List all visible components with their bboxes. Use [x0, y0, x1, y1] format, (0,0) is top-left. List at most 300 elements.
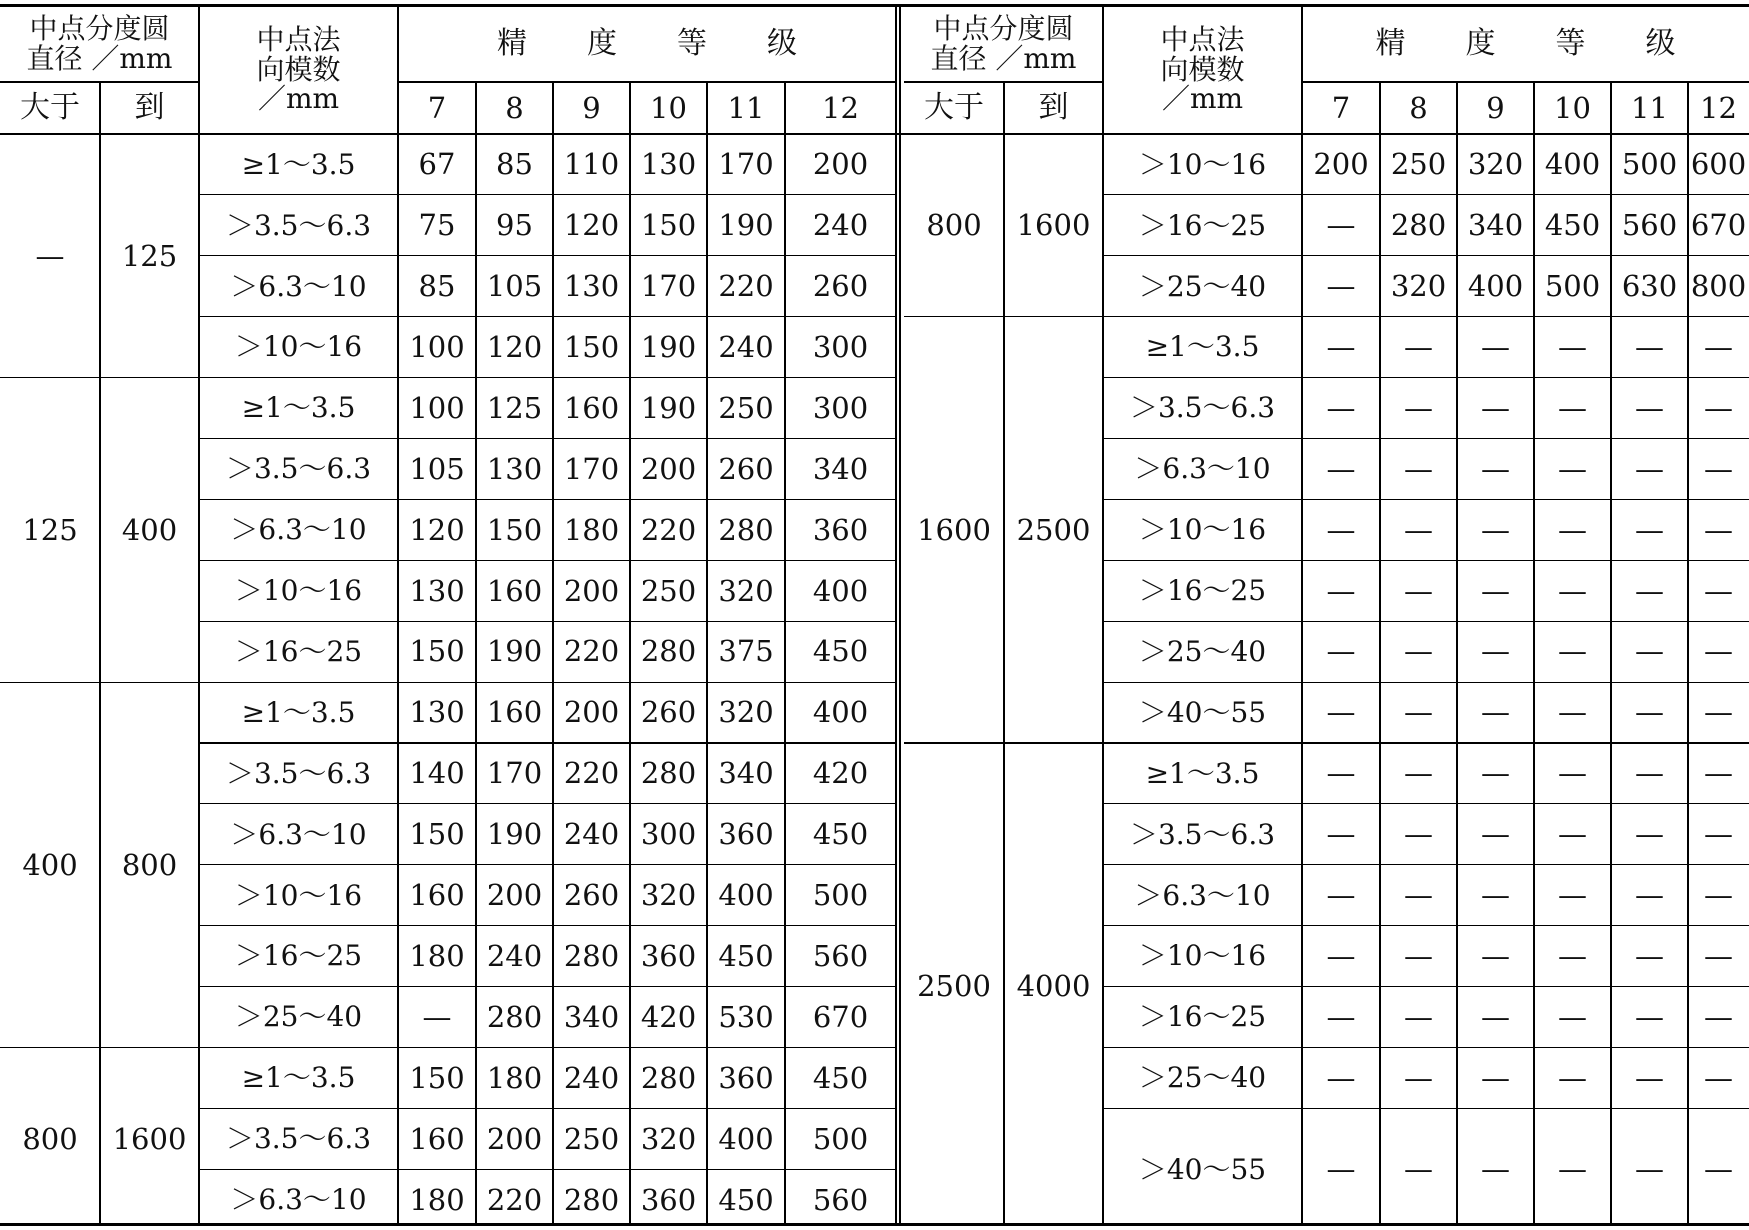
- tolerance-value: 360: [718, 817, 774, 852]
- tolerance-value: 130: [563, 269, 620, 304]
- left-modulus-header: [199, 5, 398, 134]
- tolerance-value: 130: [409, 573, 465, 608]
- tolerance-value: 450: [1544, 208, 1601, 243]
- tolerance-value: —: [1326, 756, 1356, 791]
- tolerance-value: 560: [812, 938, 869, 973]
- tolerance-value: 450: [718, 1182, 774, 1217]
- tolerance-value: —: [1404, 999, 1433, 1034]
- tolerance-value: 190: [718, 208, 774, 243]
- tolerance-value: —: [1326, 878, 1356, 913]
- modulus-range: ＞3.5～6.3: [1129, 391, 1276, 425]
- tolerance-value: 240: [486, 938, 543, 973]
- tolerance-value: —: [1704, 1152, 1733, 1187]
- tolerance-value: 260: [640, 695, 697, 730]
- left-grade-10: 10: [650, 90, 687, 125]
- tolerance-value: —: [1481, 695, 1510, 730]
- tolerance-value: 200: [563, 573, 620, 608]
- tolerance-value: —: [1635, 573, 1664, 608]
- diameter-over: 1600: [917, 512, 991, 547]
- tolerance-value: —: [1635, 938, 1664, 973]
- column-rule: [1301, 5, 1302, 1226]
- tolerance-value: 160: [486, 573, 543, 608]
- modulus-range: ＞40～55: [1138, 1152, 1267, 1186]
- tolerance-value: 150: [409, 634, 465, 669]
- tolerance-value: 280: [486, 999, 543, 1034]
- tolerance-value: 300: [812, 390, 869, 425]
- tolerance-value: 280: [1390, 208, 1447, 243]
- tolerance-value: —: [1481, 1060, 1510, 1095]
- modulus-range: ＞6.3～10: [1134, 452, 1271, 486]
- column-rule: [1456, 82, 1457, 1226]
- tolerance-value: —: [1326, 634, 1356, 669]
- tolerance-value: —: [1326, 269, 1356, 304]
- tolerance-value: 530: [718, 999, 774, 1034]
- tolerance-value: —: [1404, 1060, 1433, 1095]
- tolerance-value: —: [1481, 451, 1510, 486]
- tolerance-value: 220: [486, 1182, 543, 1217]
- tolerance-value: 67: [418, 147, 456, 182]
- tolerance-value: 340: [563, 999, 620, 1034]
- tolerance-value: 400: [1544, 147, 1601, 182]
- tolerance-value: 170: [486, 756, 543, 791]
- tolerance-value: 220: [563, 634, 620, 669]
- tolerance-value: —: [1326, 208, 1356, 243]
- tolerance-value: —: [1481, 999, 1510, 1034]
- modulus-range: ＞3.5～6.3: [225, 1122, 372, 1156]
- tolerance-value: 95: [496, 208, 533, 243]
- modulus-range: ＞10～16: [1138, 147, 1267, 181]
- right-grade-12: 12: [1700, 90, 1737, 125]
- tolerance-value: —: [1704, 1060, 1733, 1095]
- tolerance-value: 170: [718, 147, 774, 182]
- tolerance-value: 200: [812, 147, 869, 182]
- right-modulus-header-line: 中点法: [1160, 23, 1245, 57]
- tolerance-value: —: [1704, 329, 1733, 364]
- tolerance-value: —: [1326, 512, 1356, 547]
- tolerance-value: —: [1704, 512, 1733, 547]
- tolerance-value: 140: [409, 756, 465, 791]
- tolerance-value: 100: [409, 329, 465, 364]
- diameter-to: 1600: [1016, 208, 1091, 243]
- tolerance-value: —: [1704, 695, 1733, 730]
- diameter-over: —: [35, 238, 65, 273]
- tolerance-value: —: [1635, 695, 1664, 730]
- tolerance-value: 105: [486, 269, 543, 304]
- modulus-range: ≥1～3.5: [241, 1061, 356, 1095]
- tolerance-value: 280: [640, 1060, 697, 1095]
- tolerance-value: 320: [640, 878, 697, 913]
- tolerance-value: 500: [1621, 147, 1678, 182]
- tolerance-value: 150: [409, 817, 465, 852]
- right-grade-8: 8: [1409, 90, 1428, 125]
- diameter-over: 800: [22, 1121, 78, 1156]
- right-grade-9: 9: [1486, 90, 1505, 125]
- tolerance-value: —: [1635, 390, 1664, 425]
- tolerance-value: 190: [486, 634, 543, 669]
- column-rule: [1687, 82, 1688, 1226]
- tolerance-value: 150: [640, 208, 697, 243]
- tolerance-value: —: [1404, 573, 1433, 608]
- right-diameter-header-line: 中点分度圆: [933, 12, 1074, 46]
- modulus-range: ＞6.3～10: [1134, 878, 1271, 912]
- tolerance-value: 320: [718, 695, 774, 730]
- left-modulus-header-line: ／mm: [257, 82, 340, 116]
- tolerance-value: —: [1635, 878, 1664, 913]
- modulus-range: ＞6.3～10: [230, 269, 367, 303]
- tolerance-value: —: [1635, 817, 1664, 852]
- tolerance-value: 160: [486, 695, 543, 730]
- diameter-to: 125: [121, 238, 178, 273]
- tolerance-value: —: [1326, 999, 1356, 1034]
- tolerance-value: —: [1481, 390, 1510, 425]
- tolerance-value: —: [1558, 878, 1587, 913]
- modulus-range: ≥1～3.5: [241, 391, 356, 425]
- modulus-range: ＞10～16: [234, 330, 363, 364]
- tolerance-value: 180: [409, 1182, 465, 1217]
- tolerance-value: 400: [718, 1121, 774, 1156]
- tolerance-value: —: [1481, 878, 1510, 913]
- tolerance-value: —: [1481, 756, 1510, 791]
- column-rule: [198, 5, 199, 1226]
- tolerance-value: —: [1558, 938, 1587, 973]
- tolerance-value: —: [1635, 999, 1664, 1034]
- tolerance-value: —: [1704, 634, 1733, 669]
- tolerance-value: 160: [409, 878, 465, 913]
- tolerance-value: 800: [1690, 269, 1747, 304]
- tolerance-value: 200: [1313, 147, 1369, 182]
- modulus-range: ＞10～16: [1138, 939, 1267, 973]
- modulus-range: ＞16～25: [1138, 574, 1267, 608]
- modulus-range: ＞25～40: [1138, 1061, 1267, 1095]
- tolerance-value: 360: [812, 512, 869, 547]
- right-modulus-header-line: ／mm: [1161, 82, 1244, 116]
- tolerance-value: 670: [812, 999, 869, 1034]
- tolerance-value: —: [1704, 573, 1733, 608]
- tolerance-value: 105: [409, 451, 465, 486]
- tolerance-value: 260: [563, 878, 620, 913]
- tolerance-value: 150: [409, 1060, 465, 1095]
- tolerance-value: —: [1704, 938, 1733, 973]
- tolerance-value: 170: [640, 269, 697, 304]
- tolerance-value: 340: [718, 756, 774, 791]
- tolerance-value: 400: [812, 573, 869, 608]
- modulus-range: ＞6.3～10: [230, 1183, 367, 1217]
- modulus-range: ＞3.5～6.3: [225, 756, 372, 790]
- tolerance-value: 360: [640, 1182, 697, 1217]
- right-diameter-header-line: 直径 ／mm: [930, 41, 1077, 75]
- tolerance-value: 500: [1544, 269, 1601, 304]
- tolerance-value: 320: [1467, 147, 1524, 182]
- tolerance-value: 100: [409, 390, 465, 425]
- tolerance-value: 200: [563, 695, 620, 730]
- tolerance-value: —: [1481, 1152, 1510, 1187]
- right-grade-7: 7: [1331, 90, 1351, 125]
- diameter-to: 1600: [112, 1121, 187, 1156]
- column-rule: [1379, 82, 1380, 1226]
- tolerance-value: 220: [563, 756, 620, 791]
- tolerance-value: 250: [1390, 147, 1447, 182]
- tolerance-value: —: [1704, 999, 1733, 1034]
- tolerance-value: —: [1404, 817, 1433, 852]
- tolerance-value: 240: [718, 329, 774, 364]
- tolerance-value: 120: [486, 329, 543, 364]
- tolerance-value: 450: [812, 817, 869, 852]
- tolerance-value: 450: [812, 634, 869, 669]
- tolerance-value: 200: [486, 1121, 543, 1156]
- tolerance-value: 125: [486, 390, 543, 425]
- column-rule: [784, 82, 785, 1226]
- tolerance-value: 340: [812, 451, 869, 486]
- left-grade-header: 精度等级: [497, 25, 857, 61]
- tolerance-value: —: [1558, 634, 1587, 669]
- tolerance-value: 160: [563, 390, 620, 425]
- tolerance-value: 500: [812, 1121, 869, 1156]
- tolerance-value: —: [1635, 512, 1664, 547]
- right-modulus-header-line: 向模数: [1160, 52, 1245, 86]
- tolerance-value: —: [1481, 329, 1510, 364]
- modulus-range: ≥1～3.5: [241, 695, 356, 729]
- header-rule: [398, 81, 896, 82]
- left-grade-12: 12: [822, 90, 859, 125]
- tolerance-value: 360: [718, 1060, 774, 1095]
- tolerance-value: —: [1558, 999, 1587, 1034]
- tolerance-value: 320: [718, 573, 774, 608]
- column-rule: [99, 82, 100, 1226]
- diameter-to: 4000: [1016, 969, 1091, 1004]
- tolerance-value: —: [1404, 938, 1433, 973]
- tolerance-value: 110: [563, 147, 620, 182]
- tolerance-value: 160: [409, 1121, 465, 1156]
- tolerance-value: —: [1704, 451, 1733, 486]
- tolerance-value: 670: [1690, 208, 1747, 243]
- right-grade-header: 精度等级: [1375, 25, 1736, 61]
- top-rule: [0, 4, 1749, 7]
- tolerance-value: 240: [812, 208, 869, 243]
- tolerance-value: 400: [1467, 269, 1524, 304]
- bottom-rule: [0, 1223, 1749, 1226]
- left-modulus-header-line: 中点法: [256, 23, 341, 57]
- header-bottom-rule: [0, 133, 1749, 135]
- tolerance-value: 240: [563, 817, 620, 852]
- modulus-range: ＞25～40: [1138, 269, 1267, 303]
- tolerance-value: —: [1558, 817, 1587, 852]
- tolerance-value: 360: [640, 938, 697, 973]
- left-grade-8: 8: [505, 90, 524, 125]
- tolerance-value: —: [1481, 817, 1510, 852]
- tolerance-value: 300: [640, 817, 697, 852]
- left-grade-11: 11: [727, 90, 765, 125]
- tolerance-value: 75: [418, 208, 456, 243]
- tolerance-value: —: [1558, 1152, 1587, 1187]
- tolerance-value: —: [1404, 878, 1433, 913]
- modulus-range: ＞25～40: [234, 1000, 363, 1034]
- tolerance-value: 500: [812, 878, 869, 913]
- tolerance-value: 340: [1467, 208, 1524, 243]
- tolerance-value: 250: [640, 573, 697, 608]
- tolerance-value: 280: [563, 938, 620, 973]
- tolerance-value: —: [1404, 695, 1433, 730]
- modulus-range: ＞16～25: [234, 634, 363, 668]
- column-rule: [1533, 82, 1534, 1226]
- modulus-range: ＞6.3～10: [230, 817, 367, 851]
- tolerance-value: 130: [640, 147, 697, 182]
- right-grade-11: 11: [1631, 90, 1668, 125]
- column-rule: [475, 82, 476, 1226]
- separator-rule: [899, 5, 900, 1226]
- tolerance-value: 250: [563, 1121, 620, 1156]
- modulus-range: ＞3.5～6.3: [1129, 817, 1276, 851]
- tolerance-value: —: [1704, 878, 1733, 913]
- tolerance-value: 280: [640, 634, 697, 669]
- left-diameter-header: [0, 5, 199, 82]
- column-rule: [552, 82, 553, 1226]
- tolerance-value: 180: [409, 938, 465, 973]
- tolerance-value: 420: [640, 999, 697, 1034]
- column-rule: [1610, 82, 1611, 1226]
- diameter-over: 800: [926, 208, 982, 243]
- diameter-to: 2500: [1016, 512, 1091, 547]
- tolerance-value: —: [1481, 938, 1510, 973]
- diameter-over: 125: [22, 512, 78, 547]
- tolerance-value: 260: [812, 269, 869, 304]
- tolerance-value: —: [1326, 390, 1356, 425]
- tolerance-value: 130: [409, 695, 465, 730]
- tolerance-value: —: [1481, 512, 1510, 547]
- tolerance-value: 375: [718, 634, 774, 669]
- tolerance-value: —: [1404, 390, 1433, 425]
- tolerance-value: 280: [563, 1182, 620, 1217]
- column-rule: [397, 5, 398, 1226]
- right-to-header: 到: [1038, 90, 1069, 126]
- tolerance-value: 600: [1690, 147, 1747, 182]
- tolerance-value: 450: [812, 1060, 869, 1095]
- tolerance-value: —: [1704, 756, 1733, 791]
- column-rule: [629, 82, 630, 1226]
- tolerance-value: 400: [812, 695, 869, 730]
- left-to-header: 到: [134, 90, 165, 126]
- tolerance-value: 400: [718, 878, 774, 913]
- tolerance-value: 180: [563, 512, 620, 547]
- tolerance-value: —: [1326, 451, 1356, 486]
- tolerance-value: —: [1558, 756, 1587, 791]
- tolerance-value: —: [1326, 695, 1356, 730]
- tolerance-value: —: [1404, 634, 1433, 669]
- tolerance-value: 170: [563, 451, 620, 486]
- tolerance-value: —: [422, 999, 452, 1034]
- tolerance-value: —: [1558, 573, 1587, 608]
- tolerance-value: 190: [640, 329, 697, 364]
- tolerance-value: —: [1326, 1060, 1356, 1095]
- modulus-range: ＞6.3～10: [230, 513, 367, 547]
- tolerance-value: 190: [486, 817, 543, 852]
- right-diameter-header: [904, 5, 1103, 82]
- tolerance-value: —: [1558, 512, 1587, 547]
- modulus-range: ＞16～25: [1138, 208, 1267, 242]
- tolerance-value: 180: [486, 1060, 543, 1095]
- left-modulus-header-line: 向模数: [256, 52, 341, 86]
- modulus-range: ≥1～3.5: [1145, 330, 1260, 364]
- tolerance-value: —: [1558, 1060, 1587, 1095]
- tolerance-value: 450: [718, 938, 774, 973]
- tolerance-value: —: [1481, 634, 1510, 669]
- tolerance-value: —: [1558, 451, 1587, 486]
- header-rule: [1302, 81, 1749, 82]
- diameter-to: 400: [121, 512, 178, 547]
- tolerance-value: 190: [640, 390, 697, 425]
- tolerance-value: 200: [486, 878, 543, 913]
- tolerance-value: 300: [812, 329, 869, 364]
- tolerance-value: 560: [1621, 208, 1678, 243]
- tolerance-value: —: [1635, 756, 1664, 791]
- tolerance-value: —: [1326, 1152, 1356, 1187]
- modulus-range: ＞10～16: [234, 574, 363, 608]
- modulus-range: ＞10～16: [234, 878, 363, 912]
- modulus-range: ＞25～40: [1138, 634, 1267, 668]
- right-over-header: 大于: [924, 90, 984, 126]
- tolerance-value: 420: [812, 756, 869, 791]
- modulus-range: ≥1～3.5: [1145, 756, 1260, 790]
- tolerance-value: —: [1404, 451, 1433, 486]
- tolerance-value: 250: [718, 390, 774, 425]
- tolerance-value: 150: [486, 512, 543, 547]
- tolerance-value: —: [1404, 512, 1433, 547]
- tolerance-value: —: [1635, 634, 1664, 669]
- tolerance-value: 130: [486, 451, 543, 486]
- tolerance-value: —: [1704, 817, 1733, 852]
- tolerance-value: —: [1635, 329, 1664, 364]
- tolerance-value: 240: [563, 1060, 620, 1095]
- separator-rule: [895, 5, 896, 1226]
- tolerance-value: —: [1558, 695, 1587, 730]
- tolerance-value: —: [1404, 756, 1433, 791]
- column-rule: [1003, 82, 1004, 1226]
- diameter-to: 800: [121, 847, 178, 882]
- tolerance-value: —: [1558, 390, 1587, 425]
- right-grade-10: 10: [1554, 90, 1591, 125]
- column-rule: [706, 82, 707, 1226]
- tolerance-value: 630: [1621, 269, 1678, 304]
- tolerance-value: —: [1558, 329, 1587, 364]
- right-modulus-header: [1103, 5, 1302, 134]
- modulus-range: ＞3.5～6.3: [225, 452, 372, 486]
- tolerance-value: 200: [640, 451, 697, 486]
- tolerance-value: —: [1635, 1152, 1664, 1187]
- diameter-over: 400: [22, 847, 78, 882]
- tolerance-value: —: [1326, 938, 1356, 973]
- left-grade-7: 7: [427, 90, 447, 125]
- modulus-range: ＞10～16: [1138, 513, 1267, 547]
- left-diameter-header-line: 直径 ／mm: [26, 41, 173, 75]
- tolerance-value: 560: [812, 1182, 869, 1217]
- tolerance-value: —: [1326, 329, 1356, 364]
- modulus-range: ＞16～25: [234, 939, 363, 973]
- left-diameter-header-line: 中点分度圆: [29, 12, 170, 46]
- tolerance-value: 85: [496, 147, 533, 182]
- tolerance-value: 220: [718, 269, 774, 304]
- tolerance-value: 85: [418, 269, 456, 304]
- modulus-range: ＞40～55: [1138, 695, 1267, 729]
- tolerance-value: 260: [718, 451, 774, 486]
- column-rule: [1102, 5, 1103, 1226]
- tolerance-value: —: [1326, 573, 1356, 608]
- modulus-range: ≥1～3.5: [241, 147, 356, 181]
- tolerance-value: 280: [640, 756, 697, 791]
- tolerance-value: 220: [640, 512, 697, 547]
- tolerance-value: 280: [718, 512, 774, 547]
- tolerance-value: —: [1635, 451, 1664, 486]
- tolerance-value: —: [1704, 390, 1733, 425]
- modulus-range: ＞3.5～6.3: [225, 208, 372, 242]
